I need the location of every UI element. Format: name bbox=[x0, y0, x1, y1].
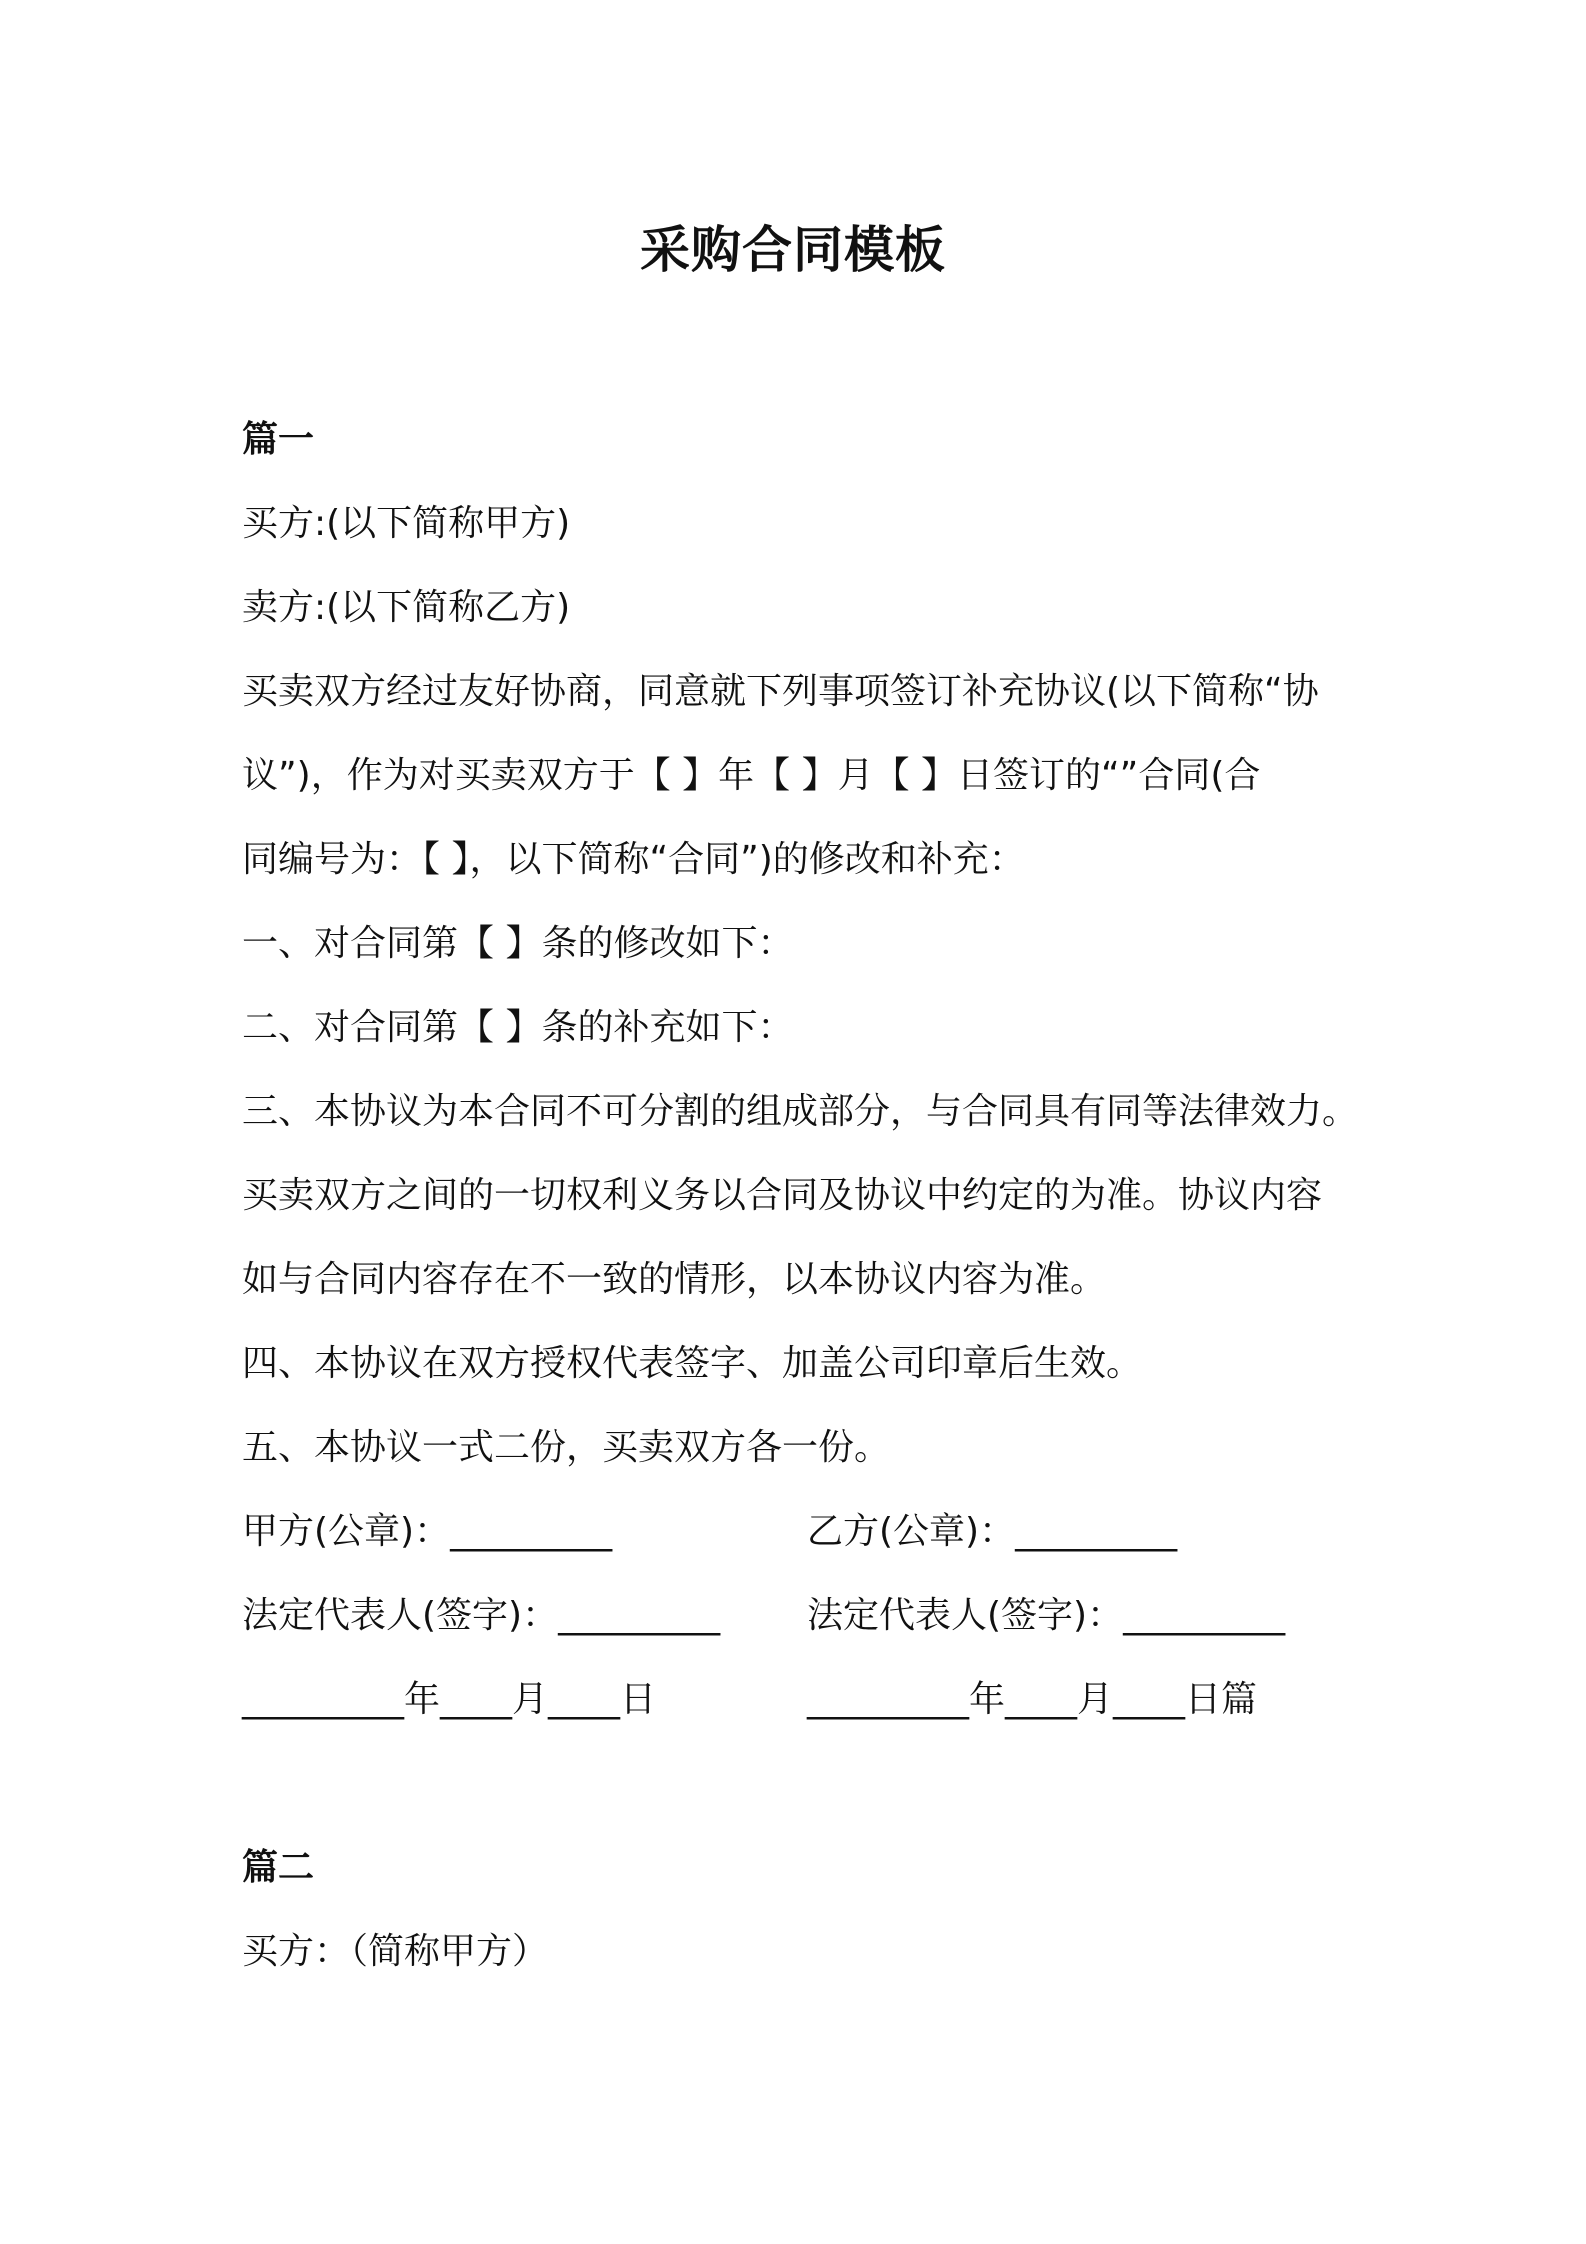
document-title: 采购合同模板 bbox=[640, 221, 946, 279]
party-b-representative: 法定代表人(签字)：_________ bbox=[807, 1595, 1286, 1636]
seller-line: 卖方:(以下简称乙方) bbox=[242, 587, 571, 628]
part1-heading: 篇一 bbox=[242, 419, 315, 460]
clause-3-line-2: 买卖双方之间的一切权利义务以合同及协议中约定的为准。协议内容 bbox=[242, 1175, 1323, 1216]
clause-5: 五、本协议一式二份，买卖双方各一份。 bbox=[242, 1427, 891, 1468]
party-a-seal: 甲方(公章)：_________ bbox=[242, 1511, 613, 1552]
part1-section bbox=[242, 398, 1357, 1742]
part2-section bbox=[242, 1826, 1357, 1994]
clause-2: 二、对合同第【 】条的补充如下： bbox=[242, 1007, 794, 1048]
party-a-date: _________年____月____日 bbox=[242, 1679, 656, 1720]
part2-buyer-line: 买方：（简称甲方） bbox=[242, 1931, 549, 1972]
intro-line-1: 买卖双方经过友好协商，同意就下列事项签订补充协议(以下简称“协 bbox=[242, 671, 1319, 712]
party-a-representative: 法定代表人(签字)：_________ bbox=[242, 1595, 721, 1636]
clause-3-line-3: 如与合同内容存在不一致的情形，以本协议内容为准。 bbox=[242, 1259, 1107, 1300]
intro-line-2: 议”)，作为对买卖双方于【 】年【 】月【 】日签订的“”合同(合 bbox=[242, 755, 1261, 796]
party-b-seal: 乙方(公章)：_________ bbox=[807, 1511, 1178, 1552]
intro-line-3: 同编号为：【 】，以下简称“合同”)的修改和补充： bbox=[242, 839, 1025, 880]
party-b-date: _________年____月____日篇 bbox=[807, 1679, 1258, 1720]
clause-4: 四、本协议在双方授权代表签字、加盖公司印章后生效。 bbox=[242, 1343, 1143, 1384]
clause-3-line-1: 三、本协议为本合同不可分割的组成部分，与合同具有同等法律效力。 bbox=[242, 1091, 1359, 1132]
clause-1: 一、对合同第【 】条的修改如下： bbox=[242, 923, 794, 964]
signature-rep-row bbox=[242, 1574, 1357, 1658]
buyer-line: 买方:(以下简称甲方) bbox=[242, 503, 571, 544]
signature-seal-row bbox=[242, 1490, 1357, 1574]
part2-heading: 篇二 bbox=[242, 1847, 315, 1888]
signature-date-row bbox=[242, 1658, 1357, 1742]
